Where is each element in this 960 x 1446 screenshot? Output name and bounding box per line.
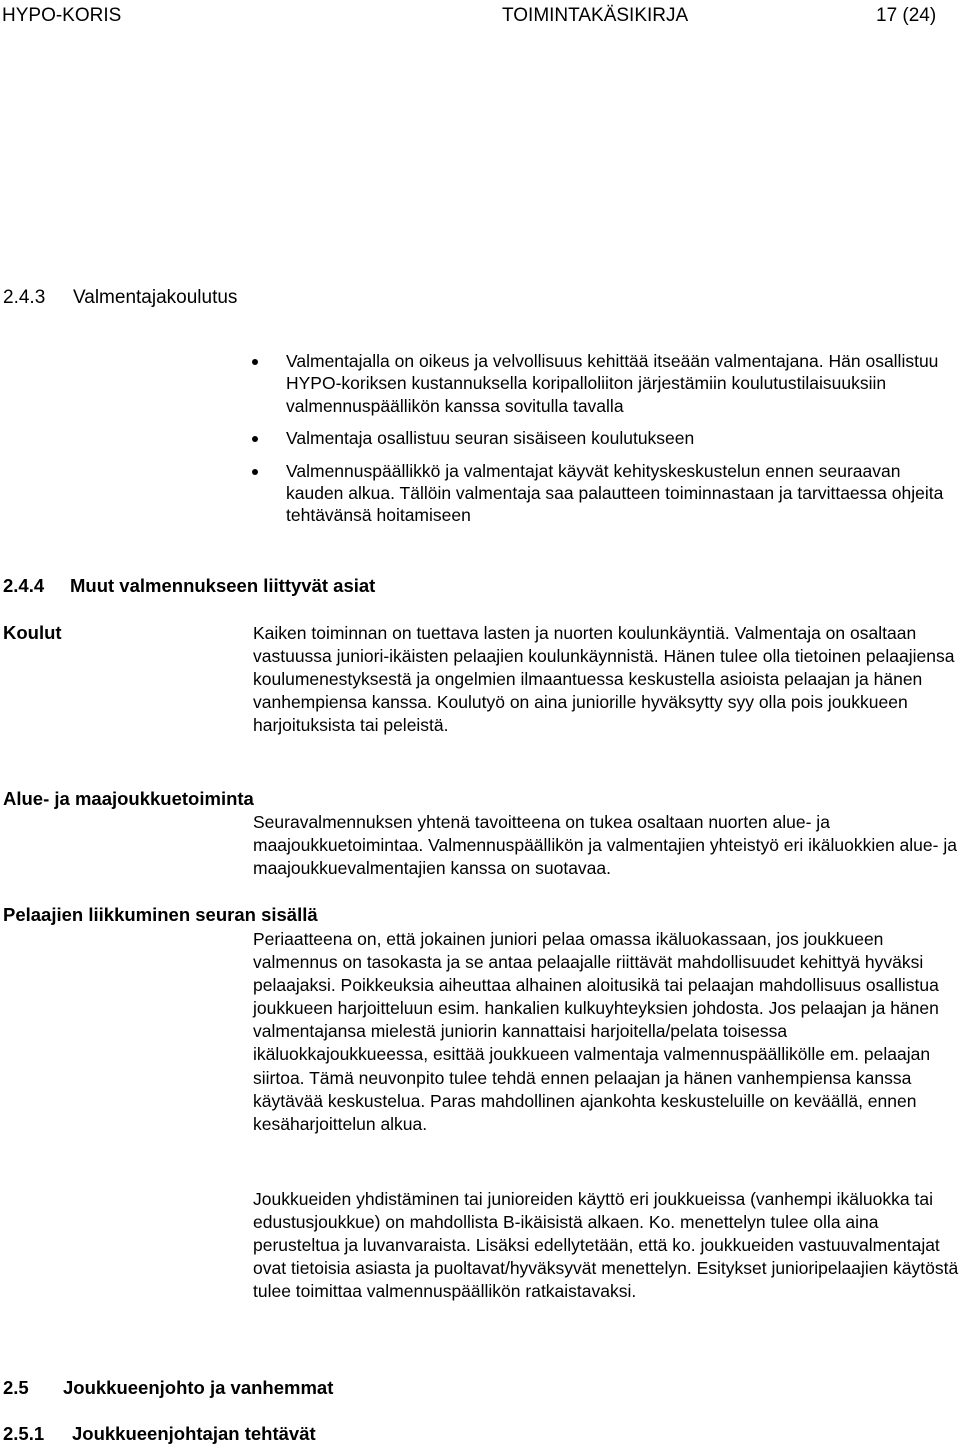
header-doc-title: TOIMINTAKÄSIKIRJA — [502, 5, 689, 26]
section-number: 2.4.3 — [3, 287, 46, 308]
bullet-icon — [252, 359, 258, 365]
section-heading-2-5 — [3, 1376, 333, 1400]
section-number: 2.5.1 — [3, 1423, 45, 1444]
bullet-text: Valmentaja osallistuu seuran sisäiseen koulutukseen — [286, 428, 695, 449]
bullet-item — [252, 350, 952, 417]
section-heading-2-4-4 — [3, 574, 375, 598]
bullet-icon — [252, 436, 258, 442]
section-number: 2.4.4 — [3, 575, 45, 596]
header-doc-name: HYPO-KORIS — [2, 5, 122, 26]
valmentajakoulutus-bullet-list — [252, 350, 952, 527]
pelaajien-paragraph-2: Joukkueiden yhdistäminen tai junioreiden käyttö eri joukkueissa (vanhempi ikäluokka tai edustusjoukkue) on mahdollista B-ikäisistä alkaen. Ko. menettelyn tulee olla aina perusteltua ja luvanvaraista. Lisäksi edellytetään, että ko. joukkueiden vastuuvalmentajat ovat tietoisia asiasta ja puoltavat/hyväksyvät menettelyn. Esitykset junioripelaajien käytöstä tulee toimittaa valmennuspäällikön ratkaistavaksi. — [253, 1189, 959, 1302]
section-heading-2-4-3 — [3, 286, 237, 310]
section-number: 2.5 — [3, 1377, 29, 1398]
bullet-item — [252, 460, 952, 527]
alue-paragraph: Seuravalmennuksen yhtenä tavoitteena on tukea osaltaan nuorten alue- ja maajoukkuetoimintaa. Valmennuspäällikön ja valmentajien yhteistyö eri ikäluokkien alue- ja maajoukkuevalmentajien kanssa on suotavaa. — [253, 812, 957, 879]
koulut-paragraph: Kaiken toiminnan on tuettava lasten ja nuorten koulunkäyntiä. Valmentaja on osaltaan vastuussa juniori-ikäisten pelaajien koulunkäynnistä. Hänen tulee olla tietoinen pelaajiensa koulumenestyksestä ja ongelmien ilmaantuessa keskustella asioista pelaajan ja hänen vanhempiensa kanssa. Koulutyö on aina juniorille hyväksytty syy olla pois joukkueen harjoituksista tai peleistä. — [253, 623, 955, 736]
section-heading-2-5-1 — [3, 1422, 316, 1446]
header-page-number: 17 (24) — [876, 5, 937, 26]
section-title: Muut valmennukseen liittyvät asiat — [70, 575, 376, 596]
bullet-text: Valmentajalla on oikeus ja velvollisuus kehittää itseään valmentajana. Hän osallistuu HYPO-koriksen kustannuksella koripalloliiton järjestämiin koulutustilaisuuksiin valmennuspäällikön kanssa sovitulla tavalla — [286, 351, 939, 416]
pelaajien-heading: Pelaajien liikkuminen seuran sisällä — [3, 904, 318, 925]
bullet-icon — [252, 469, 258, 475]
section-title: Joukkueenjohtajan tehtävät — [72, 1423, 316, 1444]
section-title: Valmentajakoulutus — [73, 287, 238, 308]
bullet-item — [252, 427, 952, 449]
koulut-heading: Koulut — [3, 622, 62, 643]
alue-heading: Alue- ja maajoukkuetoiminta — [3, 788, 254, 809]
section-title: Joukkueenjohto ja vanhemmat — [63, 1377, 334, 1398]
bullet-text: Valmennuspäällikkö ja valmentajat käyvät kehityskeskustelun ennen seuraavan kauden alkua. Tällöin valmentaja saa palautteen toiminnastaan ja tarvittaessa ohjeita tehtävänsä hoitamiseen — [286, 460, 944, 526]
pelaajien-paragraph-1: Periaatteena on, että jokainen juniori pelaa omassa ikäluokassaan, jos joukkueen valmennus on tasokasta ja se antaa pelaajalle riittävät mahdollisuudet kehittyä hyväksi pelaajaksi. Poikkeuksia aiheuttaa alhainen aloitusikä tai pelaajan mahdollisuus osallistua joukkueen harjoitteluun esim. hankalien kulkuyhteyksien johdosta. Jos pelaajan ja hänen valmentajansa mielestä juniorin kannattaisi harjoitella/pelata toisessa ikäluokkajoukkueessa, esittää joukkueen valmentaja valmennuspäällikölle em. pelaajan siirtoa. Tämä neuvonpito tulee tehdä ennen pelaajan ja hänen vanhempiensa kanssa käytävää keskustelua. Paras mahdollinen ajankohta keskusteluille on keväällä, ennen kesäharjoittelun alkua. — [253, 929, 939, 1134]
